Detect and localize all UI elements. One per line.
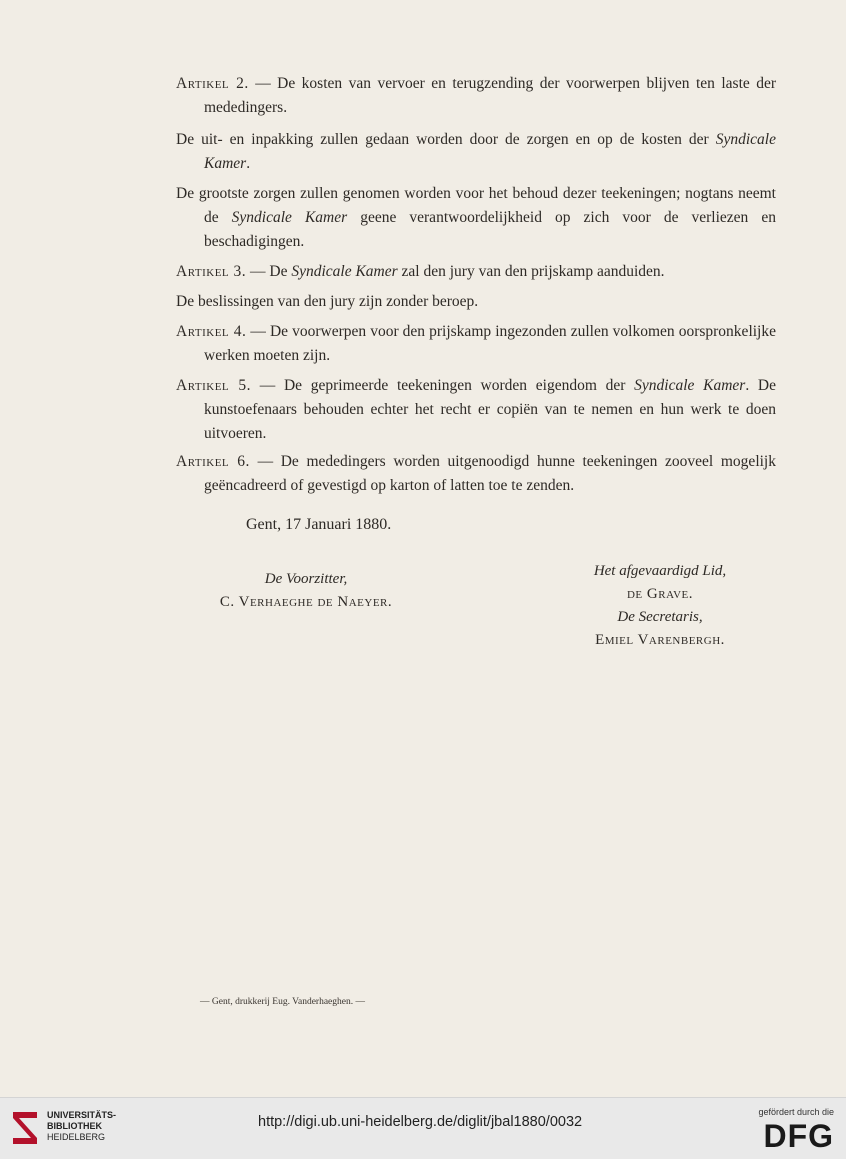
dfg-logo: DFG xyxy=(763,1118,834,1154)
printer-imprint: — Gent, drukkerij Eug. Vanderhaeghen. — xyxy=(200,997,365,1007)
delegate-name: de Grave. xyxy=(626,586,694,602)
funded-by-label: gefördert durch die xyxy=(758,1107,834,1117)
paragraph-packing: De uit- en inpakking zullen gedaan worden door de zorgen en op de kosten der Syndicale Kamer. xyxy=(176,131,776,172)
paragraph-care: De grootste zorgen zullen genomen worden voor het behoud dezer teekeningen; nogtans neemt de Syndicale Kamer geene verantwoordelijkheid op zich voor de verliezen en beschadigingen. xyxy=(176,185,776,250)
article-2: Artikel 2. — De kosten van vervoer en terugzending der voorwerpen blijven ten laste der mededingers. xyxy=(176,75,777,116)
university-library-logo-icon xyxy=(9,1108,41,1148)
signature-chairman xyxy=(196,568,416,614)
article-6: Artikel 6. — De mededingers worden uitgenoodigd hunne teekeningen zooveel mogelijk geëncadreerd of gevestigd op karton of latten toe te zenden. xyxy=(176,453,776,494)
chairman-name: C. Verhaeghe de Naeyer. xyxy=(219,594,393,610)
delegate-title: Het afgevaardigd Lid, xyxy=(593,563,727,579)
article-3: Artikel 3. — De Syndicale Kamer zal den jury van den prijskamp aanduiden. xyxy=(176,263,665,280)
paragraph-jury: De beslissingen van den jury zijn zonder beroep. xyxy=(176,293,479,310)
article-5: Artikel 5. — De geprimeerde teekeningen worden eigendom der Syndicale Kamer. De kunstoefenaars behouden echter het recht er copiën van te nemen en hun werk te doen uitvoeren. xyxy=(176,377,777,442)
secretary-title: De Secretaris, xyxy=(617,609,703,625)
library-name: UNIVERSITÄTS- BIBLIOTHEK HEIDELBERG xyxy=(47,1110,117,1142)
signature-delegate xyxy=(560,560,760,652)
dateline: Gent, 17 Januari 1880. xyxy=(246,516,392,533)
permalink-url[interactable]: http://digi.ub.uni-heidelberg.de/diglit/jbal1880/0032 xyxy=(258,1114,583,1130)
secretary-name: Emiel Varenbergh. xyxy=(595,632,725,648)
chairman-title: De Voorzitter, xyxy=(264,571,348,587)
viewer-footer xyxy=(0,1097,846,1159)
article-4: Artikel 4. — De voorwerpen voor den prijskamp ingezonden zullen volkomen oorspronkelijke werken moeten zijn. xyxy=(176,323,776,364)
